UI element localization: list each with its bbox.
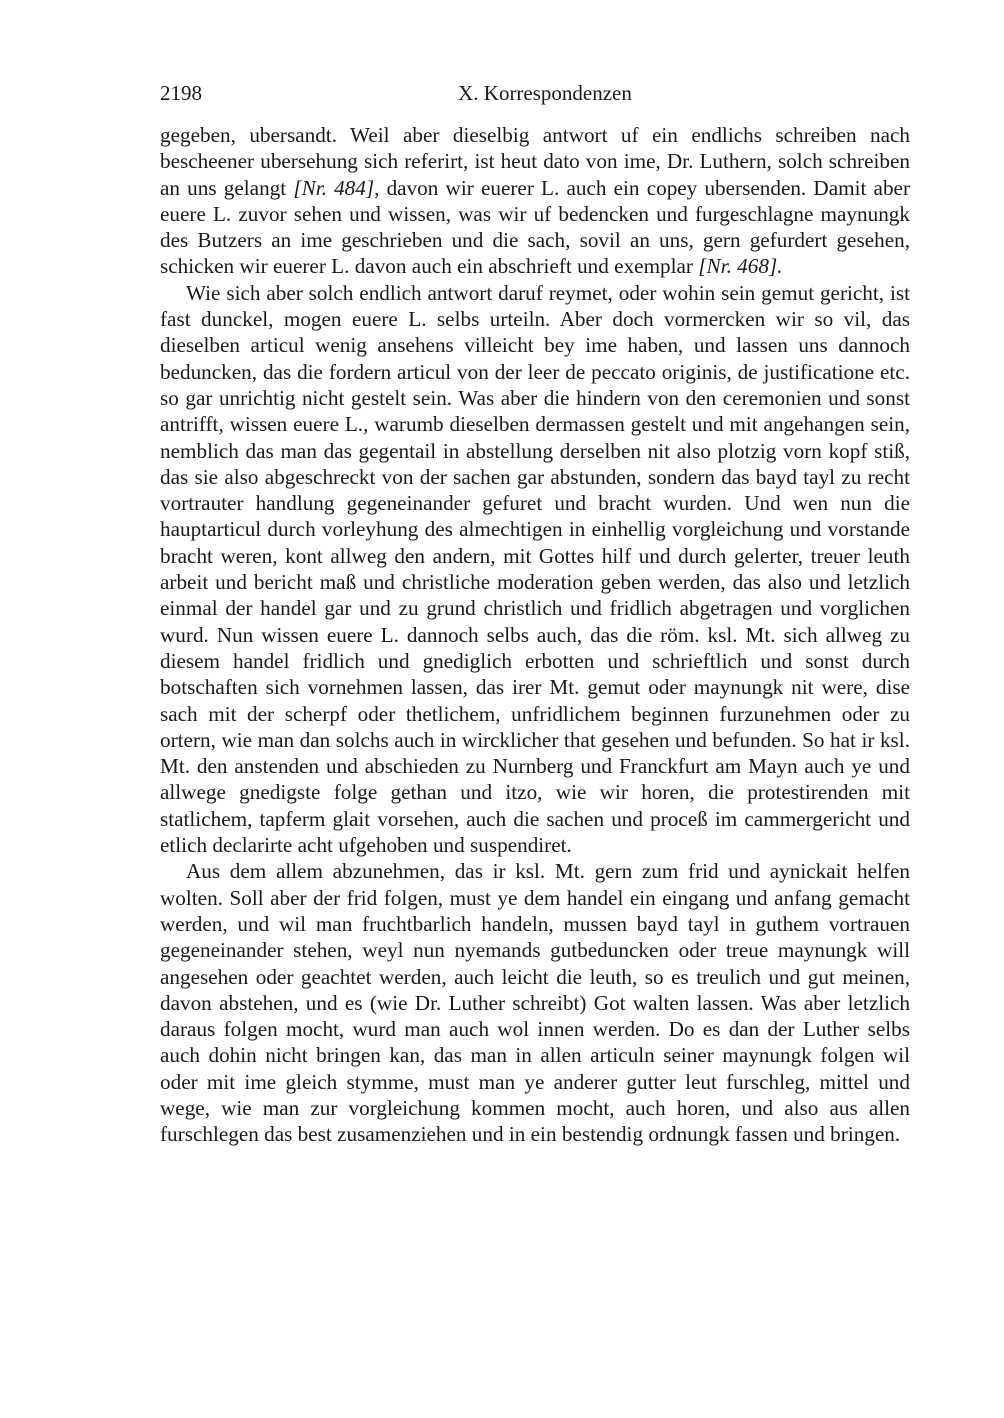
paragraph-1: [160, 122, 910, 280]
body-text: [160, 122, 910, 1148]
paragraph-3: [160, 858, 910, 1147]
text-segment: gegeben, ubersandt. Weil aber dieselbig antwort uf ein endlichs schreiben nach bescheener ubersehung sich referirt, ist heut dato von ime, Dr. Luthern, solch schreiben an uns gelangt: [160, 123, 910, 200]
running-title: X. Korrespondenzen: [458, 81, 632, 105]
paragraph-2: [160, 280, 910, 859]
text-segment: , davon wir euerer L. auch ein copey ubersenden. Damit aber euere L. zuvor sehen und wissen, was wir uf bedencken und furgeschlagne maynungk des Butzers an ime geschrieben und die sach, sovil an uns, gern gefurdert gesehen, schicken wir euerer L. davon auch ein abschrieft und exemplar: [160, 175, 911, 279]
cross-reference-nr-484: [Nr. 484]: [293, 175, 375, 200]
page-number: 2198: [160, 81, 202, 105]
running-head: [160, 78, 910, 108]
document-page: [160, 78, 910, 1148]
cross-reference-nr-468: [Nr. 468].: [698, 254, 783, 279]
text-segment: Aus dem allem abzunehmen, das ir ksl. Mt. gern zum frid und aynickait helfen wolten. Soll aber der frid folgen, must ye dem handel ein eingang und anfang gemacht werden, und wil man fruchtbarlich handeln, mussen bayd tayl in guthem vortrauen gegeneinander stehen, weyl nun nyemands gutbeduncken oder treue maynungk will angesehen oder geachtet werden, auch leicht die leuth, so es treulich und gut meinen, davon abstehen, und es (wie Dr. Luther schreibt) Got walten lassen. Was aber letzlich daraus folgen mocht, wurd man auch wol innen werden. Do es dan der Luther selbs auch dohin nicht bringen kan, das man in allen articuln seiner maynungk folgen wil oder mit ime gleich stymme, must man ye anderer gutter leut furschleg, mittel und wege, wie man zur vorgleichung kommen mocht, auch horen, und also aus allen furschlegen das best zusamenziehen und in ein bestendig ordnungk fassen und bringen.: [160, 859, 910, 1147]
text-segment: Wie sich aber solch endlich antwort daruf reymet, oder wohin sein gemut gericht, ist fast dunckel, mogen euere L. selbs urteiln. Aber doch vormercken wir so vil, das dieselben articul wenig ansehens villeicht bey ime haben, und lassen uns dannoch beduncken, das die fordern articul von der leer de peccato originis, de justificatione etc. so gar unrichtig nicht gestelt sein. Was aber die hindern von den ceremonien und sonst antrifft, wissen euere L., warumb dieselben dermassen gestelt und mit angehangen sein, nemblich das man das gegentail in abstellung derselben nit also plotzig vorn kopf stiß, das sie also abgeschreckt von der sachen gar abstunden, sondern das bayd tayl zu recht vortrauter handlung gegeneinander gefuret und bracht wurden. Und wen nun die hauptarticul durch vorleyhung des almechtigen in einhellig vorgleichung und vorstande bracht weren, kont allweg den andern, mit Gottes hilf und durch gelerter, treuer leuth arbeit und bericht maß und christliche moderation geben werden, das also und letzlich einmal der handel gar und zu grund christlich und fridlich abgetragen und vorglichen wurd. Nun wissen euere L. dannoch selbs auch, das die röm. ksl. Mt. sich allweg zu diesem handel fridlich und gnediglich erbotten und schrieftlich und sonst durch botschaften sich vornehmen lassen, das irer Mt. gemut oder maynungk nit were, dise sach mit der scherpf oder thetlichem, unfridlichem beginnen furzunehmen oder zu ortern, wie man dan solchs auch in wircklicher that gesehen und befunden. So hat ir ksl. Mt. den anstenden und abschieden zu Nurnberg und Franckfurt am Mayn auch ye und allwege gnedigste folge gethan und itzo, wie wir horen, die protestirenden mit statlichem, tapferm glait vorsehen, auch die sachen und proceß im cammergericht und etlich declarirte acht ufgehoben und suspendiret.: [160, 280, 910, 858]
